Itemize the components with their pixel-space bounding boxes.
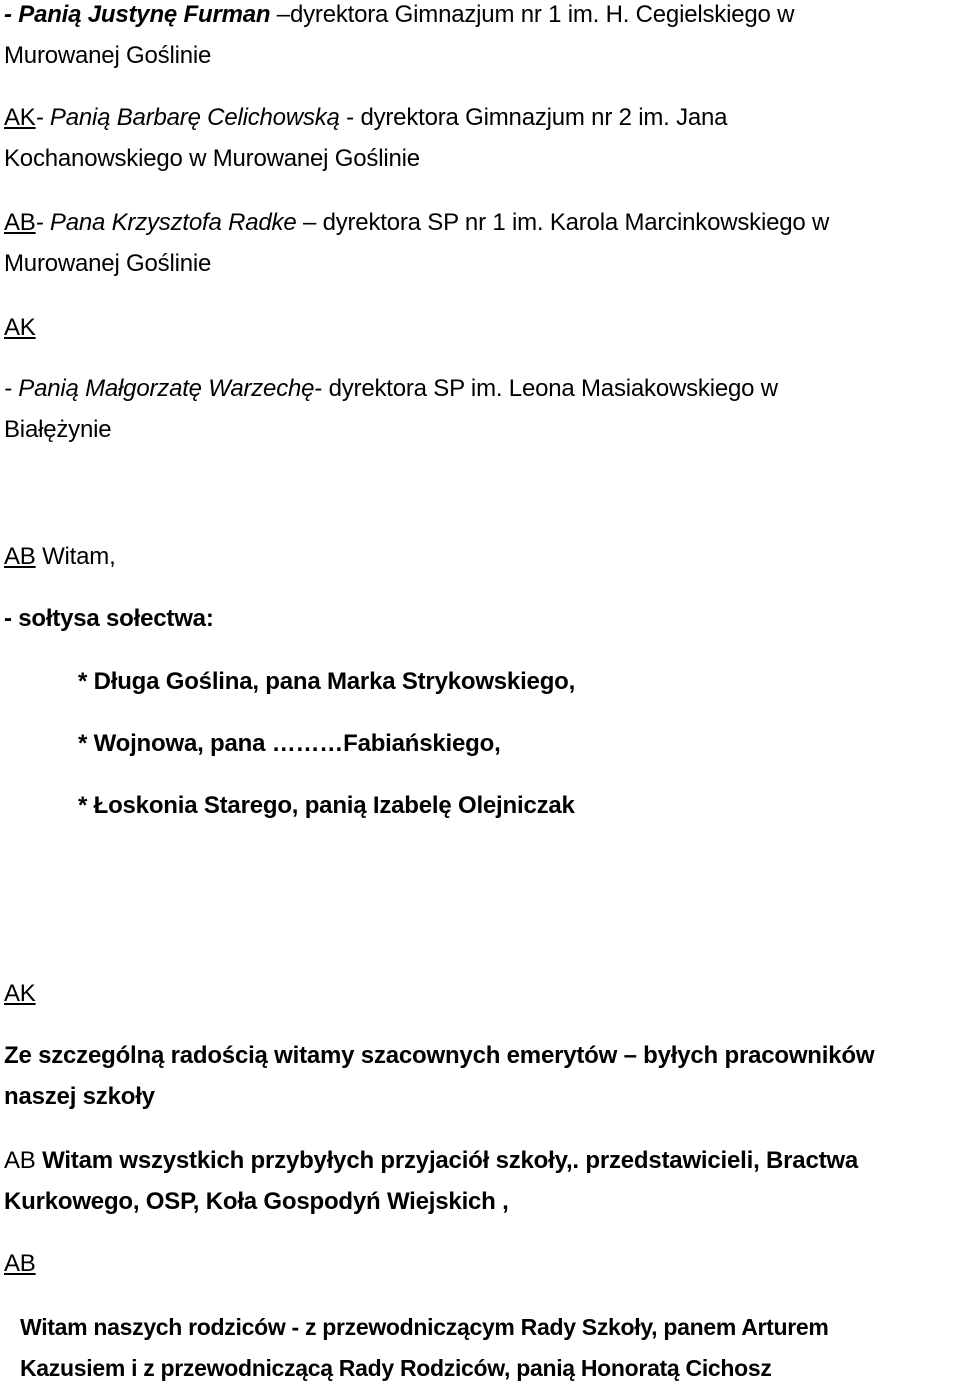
speaker-marker-ak: AK <box>4 980 36 1007</box>
list-item: * Łoskonia Starego, panią Izabelę Olejniczak <box>78 792 575 819</box>
person-role: - dyrektora SP im. Leona Masiakowskiego w <box>314 375 778 402</box>
friends-text: Witam wszystkich przybyłych przyjaciół szkoły,. przedstawicieli, Bractwa <box>35 1147 859 1174</box>
person-role-cont: Murowanej Goślinie <box>4 42 212 69</box>
paragraph-barbara-celichowska-line2 <box>4 144 420 174</box>
paragraph-malgorzata-warzecha-line1 <box>4 374 778 404</box>
speaker-marker-ab: AB <box>4 1250 36 1277</box>
soltys-heading: - sołtysa sołectwa: <box>4 605 214 632</box>
greeting-text: Witam, <box>35 543 116 570</box>
speaker-marker-ak: AK <box>4 104 36 131</box>
retirees-line2: naszej szkoły <box>4 1083 155 1110</box>
person-role: – dyrektora SP nr 1 im. Karola Marcinkowskiego w <box>296 209 830 236</box>
person-name: - Pana Krzysztofa Radke <box>35 209 297 236</box>
paragraph-krzysztof-radke-line1 <box>4 208 829 238</box>
person-name: - Panią Małgorzatę Warzechę <box>4 375 315 402</box>
paragraph-justyna-furman-line2 <box>4 41 211 71</box>
paragraph-krzysztof-radke-line2 <box>4 249 211 279</box>
friends-line2: Kurkowego, OSP, Koła Gospodyń Wiejskich , <box>4 1188 509 1215</box>
parents-line2: Kazusiem i z przewodniczącą Rady Rodziców, panią Honoratą Cichosz <box>20 1355 772 1381</box>
paragraph-barbara-celichowska-line1 <box>4 103 727 133</box>
person-role: –dyrektora Gimnazjum nr 1 im. H. Cegielskiego w <box>270 1 795 28</box>
speaker-marker-ab: AB <box>4 543 36 570</box>
list-item: * Wojnowa, pana ………Fabiańskiego, <box>78 730 501 757</box>
friends-line1 <box>4 1146 858 1176</box>
person-role-cont: Murowanej Goślinie <box>4 250 212 277</box>
speaker-marker-ab: AB <box>4 209 36 236</box>
paragraph-malgorzata-warzecha-line2 <box>4 415 111 445</box>
greeting-line <box>4 542 116 572</box>
person-role-cont: Białężynie <box>4 416 112 443</box>
parents-line1: Witam naszych rodziców - z przewodniczącym Rady Szkoły, panem Arturem <box>20 1314 829 1340</box>
person-role: - dyrektora Gimnazjum nr 2 im. Jana <box>339 104 728 131</box>
paragraph-justyna-furman-line1 <box>4 0 794 30</box>
person-name: - Panią Justynę Furman <box>4 1 271 28</box>
retirees-line1: Ze szczególną radością witamy szacownych emerytów – byłych pracowników <box>4 1042 875 1069</box>
list-item: * Długa Goślina, pana Marka Strykowskiego, <box>78 668 576 695</box>
speaker-marker-ak: AK <box>4 314 36 341</box>
speaker-marker-ab: AB <box>4 1147 36 1174</box>
person-name: - Panią Barbarę Celichowską <box>35 104 340 131</box>
person-role-cont: Kochanowskiego w Murowanej Goślinie <box>4 145 420 172</box>
